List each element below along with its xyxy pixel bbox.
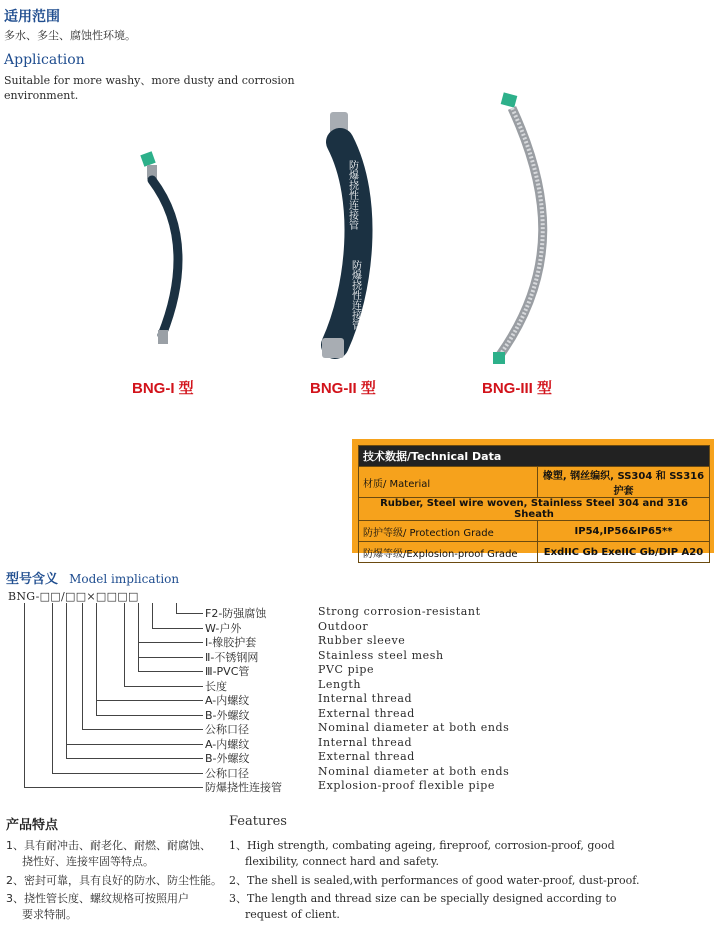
protection-value: IP54,IP56&IP65** <box>538 521 710 542</box>
tech-header: 技术数据/Technical Data <box>359 446 710 467</box>
hose-bng-1-image <box>140 151 178 344</box>
feature-cn-1b: 挠性好、连接牢固等特点。 <box>22 855 154 868</box>
leader-line <box>24 787 203 788</box>
leader-line <box>66 744 203 745</box>
product-label-bng-1: BNG-I 型 <box>132 380 194 397</box>
hose-bng-2-image <box>322 112 362 358</box>
model-row-en: Strong corrosion-resistant <box>318 605 481 618</box>
model-row-cn: 防爆挠性连接管 <box>205 781 282 794</box>
model-row-en: Rubber sleeve <box>318 634 406 647</box>
leader-stem <box>82 603 83 729</box>
technical-data-panel <box>352 439 714 560</box>
feature-en-3a: 3、The length and thread size can be specially designed according to <box>229 892 617 905</box>
features-title-cn: 产品特点 <box>6 818 59 833</box>
leader-stem <box>176 603 177 613</box>
model-row-en: Explosion-proof flexible pipe <box>318 779 496 792</box>
model-row-en: Nominal diameter at both ends <box>318 764 510 778</box>
model-row-en: Nominal diameter at both ends <box>318 721 510 734</box>
model-row-en: Internal thread <box>318 692 413 705</box>
model-row-en: PVC pipe <box>318 663 375 676</box>
leader-stem <box>66 603 67 758</box>
hose-bng-3-image <box>493 92 543 364</box>
model-row-cn: B-外螺纹 <box>205 708 250 722</box>
leader-line <box>66 758 203 759</box>
model-row-cn: Ⅲ-PVC管 <box>205 665 250 678</box>
leader-line <box>138 642 203 643</box>
model-row-en: External thread <box>318 750 415 763</box>
scope-desc-en-1: Suitable for more washy、more dusty and corrosion <box>4 74 295 87</box>
feature-cn-2: 2、密封可靠，具有良好的防水、防尘性能。 <box>6 874 222 887</box>
model-row-en: Length <box>318 677 362 691</box>
model-row-en: Outdoor <box>318 619 369 633</box>
explosion-label: 防爆等级/Explosion-proof Grade <box>359 542 538 563</box>
model-row-cn: B-外螺纹 <box>205 752 250 765</box>
hose-illustrations <box>100 90 600 380</box>
model-row-en: Stainless steel mesh <box>318 648 444 662</box>
leader-line <box>96 715 203 716</box>
leader-line <box>124 686 203 687</box>
leader-line <box>176 613 203 614</box>
hose-print-2: 防爆挠性连接管 <box>349 260 361 330</box>
protection-label: 防护等级/ Protection Grade <box>359 521 538 542</box>
model-row-en: Internal thread <box>318 735 413 749</box>
leader-line <box>82 729 203 730</box>
model-row-cn: Ⅱ-不锈钢网 <box>205 650 259 664</box>
leader-line <box>96 700 203 701</box>
model-row-cn: Ⅰ-橡胶护套 <box>205 636 257 649</box>
explosion-value: ExdIIC Gb ExeIIC Gb/DIP A20 <box>538 542 710 563</box>
material-en: Rubber, Steel wire woven, Stainless Steel 304 and 316 Sheath <box>359 498 710 521</box>
feature-cn-1a: 1、具有耐冲击、耐老化、耐燃、耐腐蚀、 <box>6 839 211 852</box>
scope-desc-cn: 多水、多尘、腐蚀性环境。 <box>4 29 136 42</box>
product-label-bng-3: BNG-III 型 <box>482 380 552 397</box>
model-title <box>6 568 179 587</box>
leader-line <box>138 671 203 672</box>
model-row-en: External thread <box>318 706 415 720</box>
leader-stem <box>152 603 153 628</box>
model-code: BNG-□□/□□×□□□□ <box>8 590 139 603</box>
scope-title-en: Application <box>4 52 85 68</box>
feature-en-2: 2、The shell is sealed,with performances of good water-proof, dust-proof. <box>229 874 640 887</box>
product-label-bng-2: BNG-II 型 <box>310 380 376 397</box>
model-row-cn: 长度 <box>205 679 227 693</box>
model-row-cn: F2-防强腐蚀 <box>205 607 267 620</box>
feature-en-1b: flexibility, connect hard and safety. <box>245 855 439 868</box>
technical-data-table <box>358 445 710 563</box>
leader-stem <box>52 603 53 773</box>
leader-stem <box>124 603 125 686</box>
leader-stem <box>24 603 25 787</box>
leader-line <box>152 628 203 629</box>
leader-stem <box>138 603 139 671</box>
feature-cn-3a: 3、挠性管长度、螺纹规格可按照用户 <box>6 892 189 905</box>
model-row-cn: A-内螺纹 <box>205 737 250 751</box>
model-title-cn: 型号含义 <box>6 572 59 587</box>
model-row-cn: 公称口径 <box>205 723 249 736</box>
feature-en-1a: 1、High strength, combating ageing, fireproof, corrosion-proof, good <box>229 839 615 852</box>
feature-cn-3b: 要求特制。 <box>22 908 77 921</box>
features-title-en: Features <box>229 814 287 829</box>
model-row-cn: A-内螺纹 <box>205 694 250 707</box>
leader-line <box>52 773 203 774</box>
scope-title-cn: 适用范围 <box>4 9 60 25</box>
hose-print-1: 防爆挠性连接管 <box>346 160 358 230</box>
leader-stem <box>96 603 97 715</box>
leader-line <box>138 657 203 658</box>
feature-en-3b: request of client. <box>245 908 340 921</box>
model-row-cn: W-户外 <box>205 621 242 635</box>
model-row-cn: 公称口径 <box>205 766 249 780</box>
material-cn: 橡塑, 钢丝编织, SS304 和 SS316护套 <box>538 467 710 498</box>
scope-desc-en-2: environment. <box>4 89 79 102</box>
material-label: 材质/ Material <box>359 467 538 498</box>
model-title-en: Model implication <box>69 572 180 586</box>
